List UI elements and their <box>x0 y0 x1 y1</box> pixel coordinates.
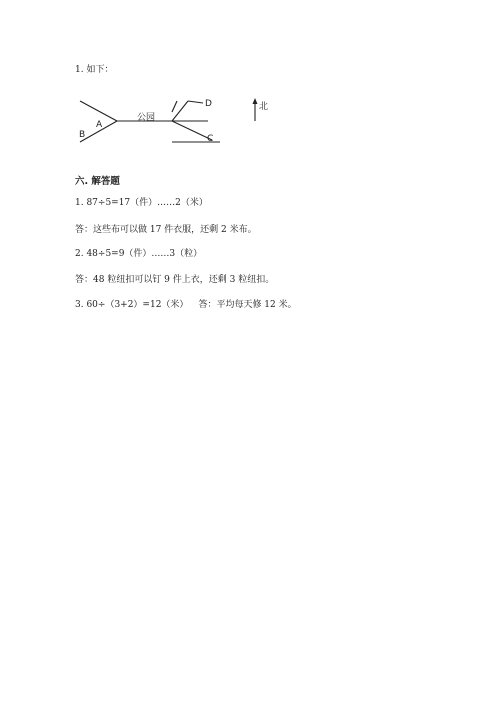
road-upper-left <box>80 101 117 121</box>
answer-line-1: 1. 87÷5=17（件）……2（米） <box>75 198 208 208</box>
north-label: 北 <box>259 102 269 112</box>
answer-line-5 <box>75 297 297 310</box>
road-branch-up <box>172 101 188 121</box>
answer-line-5-calc: 3. 60÷（3+2）=12（米） <box>75 300 189 310</box>
answer-line-2: 答：这些布可以做 17 件衣服，还剩 2 米布。 <box>75 225 257 235</box>
road-down-c <box>172 121 212 140</box>
answer-line-5-answer: 答：平均每天修 12 米。 <box>198 300 297 310</box>
label-a: A <box>96 120 103 130</box>
road-to-d <box>188 101 203 103</box>
road-short-stub <box>172 101 177 112</box>
label-b: B <box>79 130 86 140</box>
label-park: 公园 <box>137 113 156 123</box>
label-c: C <box>207 134 214 144</box>
section-title: 六. 解答题 <box>75 176 120 187</box>
answer-line-3: 2. 48÷5=9（件）……3（粒） <box>75 249 203 259</box>
north-arrow-icon <box>253 98 258 121</box>
question-intro: 1. 如下： <box>75 65 114 75</box>
label-d: D <box>205 99 212 109</box>
answer-line-4: 答：48 粒纽扣可以钉 9 件上衣，还剩 3 粒纽扣。 <box>75 275 275 285</box>
